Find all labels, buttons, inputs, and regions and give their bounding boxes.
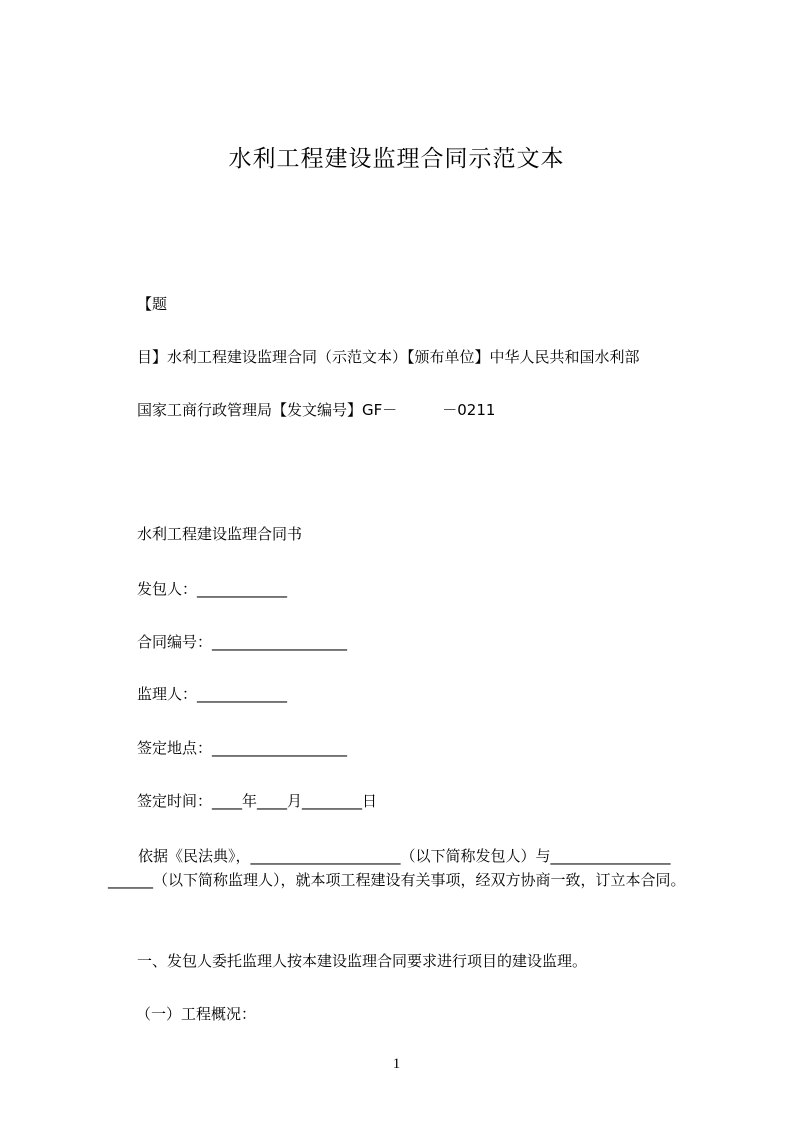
subsection-1-heading: （一）工程概况：	[136, 1005, 257, 1023]
meta-line-document-number: 国家工商行政管理局【发文编号】GF－ －0211	[137, 401, 496, 419]
heading-bracket: 【题	[137, 295, 168, 313]
meta-line-issuer: 目】水利工程建设监理合同（示范文本）【颁布单位】中华人民共和国水利部	[137, 348, 640, 366]
sign-time-field: 签定时间：____年____月________日	[137, 792, 378, 810]
document-title: 水利工程建设监理合同示范文本	[228, 146, 565, 172]
basis-paragraph: 依据《民法典》，____________________（以下简称发包人）与________________ ______（以下简称监理人），就本项工程建设有关事项，经双方协商一致，订立本合同。	[108, 847, 686, 889]
employer-field: 发包人：____________	[137, 580, 288, 598]
page-number: 1	[392, 1056, 401, 1072]
supervisor-field: 监理人：____________	[137, 685, 288, 703]
contract-book-title: 水利工程建设监理合同书	[137, 525, 303, 543]
section-1-heading: 一、发包人委托监理人按本建设监理合同要求进行项目的建设监理。	[137, 952, 588, 970]
sign-place-field: 签定地点：__________________	[137, 739, 348, 757]
contract-number-field: 合同编号：__________________	[137, 633, 348, 651]
